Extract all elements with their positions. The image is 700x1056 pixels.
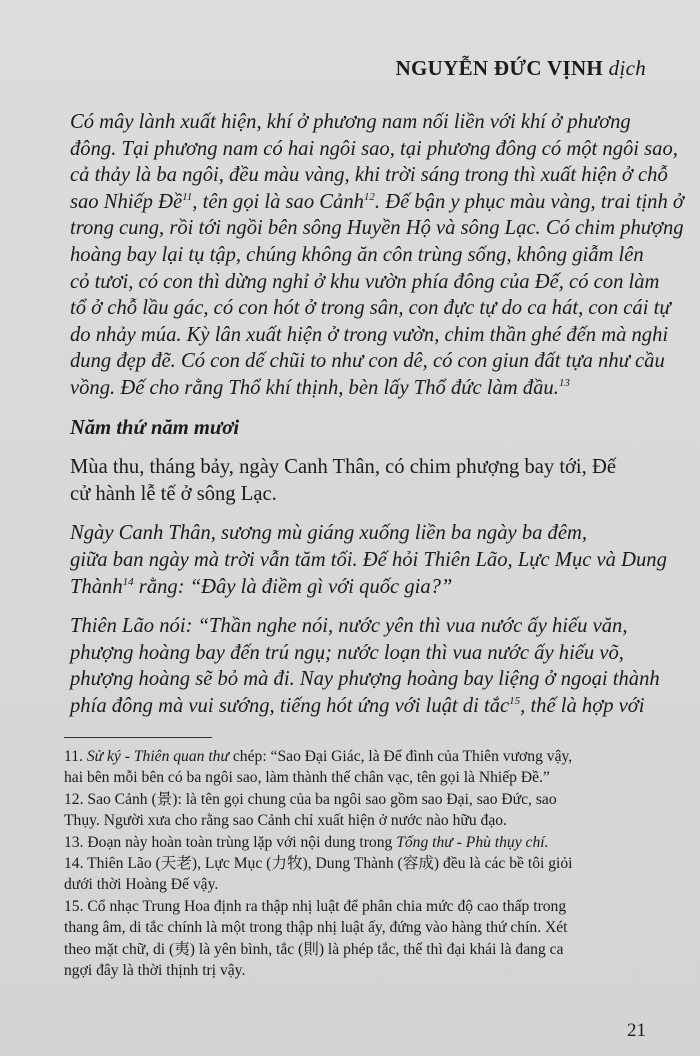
text-run: Mùa thu, tháng bảy, ngày Canh Thân, có chim phượng bay tới, Đế xyxy=(70,456,616,479)
text-run: Thiên Lão nói: “Thần nghe nói, nước yên thì vua nước ấy hiếu văn, xyxy=(70,615,628,638)
footnote-separator xyxy=(64,737,212,738)
text-run: do nhảy múa. Kỳ lân xuất hiện ở trong vườn, chim thần ghé đến mà nghi xyxy=(70,323,669,346)
text-line xyxy=(70,322,669,349)
text-run: vồng. Đế cho rằng Thổ khí thịnh, bèn lấy Thổ đức làm đầu. xyxy=(70,376,559,399)
footnote-ref: 11 xyxy=(182,190,193,203)
text-run: Năm thứ năm mươi xyxy=(70,416,240,439)
text-run: chép: “Sao Đại Giác, là Đế đình của Thiên vương vậy, xyxy=(228,748,573,765)
text-run: , tên gọi là sao Cảnh xyxy=(192,190,364,213)
paragraph xyxy=(70,520,667,600)
translator-role: dịch xyxy=(608,56,646,80)
text-run: 11. xyxy=(64,748,87,765)
text-run: dung đẹp đẽ. Có con dế chũi to như con dê, có con giun đất tựa như cầu xyxy=(70,350,665,373)
text-run: sao Nhiếp Đề xyxy=(70,190,183,213)
paragraph xyxy=(70,109,684,402)
footnote xyxy=(64,832,654,853)
footnote-line xyxy=(64,960,654,981)
text-line xyxy=(70,415,640,442)
footnote-line xyxy=(64,896,654,917)
text-run: Ngày Canh Thân, sương mù giáng xuống liền ba ngày ba đêm, xyxy=(70,522,588,545)
footnote xyxy=(64,853,654,896)
footnote-line xyxy=(64,939,654,960)
text-line xyxy=(70,454,640,481)
running-header xyxy=(396,56,646,81)
text-run: dưới thời Hoàng Đế vậy. xyxy=(64,876,219,894)
paragraph xyxy=(70,613,660,719)
text-line xyxy=(70,666,660,693)
footnote-line xyxy=(64,767,654,788)
footnote-line xyxy=(64,789,654,810)
text-run: phượng hoàng bay đến trú ngụ; nước loạn thì vua nước ấy hiếu võ, xyxy=(70,641,624,664)
text-run: hoàng bay lại tụ tập, chúng không ăn côn trùng sống, không giẫm lên xyxy=(70,243,644,266)
footnote-ref: 13 xyxy=(558,377,570,390)
text-line xyxy=(70,613,640,640)
text-line xyxy=(70,215,684,242)
footnotes xyxy=(64,746,654,981)
text-run: phượng hoàng sẽ bỏ mà đi. Nay phượng hoàng bay liệng ở ngoại thành xyxy=(70,668,660,691)
main-text xyxy=(70,109,684,732)
text-run: 15. Cổ nhạc Trung Hoa định ra thập nhị luật để phân chia mức độ cao thấp trong xyxy=(64,897,567,915)
text-run: , thế là hợp với xyxy=(520,694,645,717)
text-line xyxy=(70,693,645,720)
text-line xyxy=(70,348,665,375)
text-run: phía đông mà vui sướng, tiếng hót ứng với luật di tắc xyxy=(70,694,510,717)
text-run: ngợi đây là thời thịnh trị vậy. xyxy=(64,962,246,980)
text-line xyxy=(70,109,640,136)
text-run: tổ ở chỗ lầu gác, có con hót ở trong sân, con đực tự do ca hát, con cái tự xyxy=(70,297,671,320)
footnote-line xyxy=(64,832,654,853)
text-line xyxy=(70,547,667,574)
text-run: 12. Sao Cảnh (景): là tên gọi chung của ba ngôi sao gồm sao Đại, sao Đức, sao xyxy=(64,790,557,808)
footnote xyxy=(64,789,654,832)
text-line xyxy=(70,136,678,163)
text-run: 14. Thiên Lão (天老), Lực Mục (力牧), Dung Thành (容成) đều là các bề tôi giỏi xyxy=(64,855,573,873)
footnote-line xyxy=(64,874,654,895)
text-run: cử hành lễ tế ở sông Lạc. xyxy=(70,482,277,505)
text-run: giữa ban ngày mà trời vẫn tăm tối. Đế hỏi Thiên Lão, Lực Mục và Dung xyxy=(70,548,667,571)
footnote-ref: 12 xyxy=(363,190,375,203)
translator-name: NGUYỄN ĐỨC VỊNH xyxy=(395,56,604,80)
text-run: cả thảy là ba ngôi, đều màu vàng, khi trời sáng trong thì xuất hiện ở chỗ xyxy=(70,164,668,187)
italic-title: Sử ký - Thiên quan thư xyxy=(86,748,229,765)
footnote xyxy=(64,896,654,982)
text-line xyxy=(70,242,644,269)
text-line xyxy=(70,295,671,322)
footnote xyxy=(64,746,654,789)
text-run: thang âm, di tắc chính là một trong thập nhị luật ấy, đứng vào hàng thứ chín. Xét xyxy=(64,919,568,937)
text-run: theo mặt chữ, di (夷) là yên bình, tắc (則) là phép tắc, thế thì đại khái là đang ca xyxy=(64,940,564,958)
text-line xyxy=(70,481,640,508)
text-line xyxy=(70,162,668,189)
section-heading xyxy=(70,415,640,442)
text-run: . Đế bận y phục màu vàng, trai tịnh ở xyxy=(374,190,684,213)
text-run: trong cung, rồi tới ngồi bên sông Huyền Hộ và sông Lạc. Có chim phượng xyxy=(70,217,684,240)
text-run: cỏ tươi, có con thì dừng nghỉ ở khu vườn phía đông của Đế, có con làm xyxy=(70,270,660,293)
paragraph xyxy=(70,454,640,507)
text-line xyxy=(70,574,640,601)
footnote-line xyxy=(64,917,654,938)
text-line xyxy=(70,269,660,296)
footnote-line xyxy=(64,746,654,767)
footnote-ref: 15 xyxy=(509,695,521,708)
footnote-line xyxy=(64,853,654,874)
text-run: hai bên mỗi bên có ba ngôi sao, làm thành thế chân vạc, tên gọi là Nhiếp Đề.” xyxy=(64,769,550,787)
footnote-ref: 14 xyxy=(122,575,134,588)
page-number: 21 xyxy=(627,1020,646,1041)
text-run: 13. Đoạn này hoàn toàn trùng lặp với nội dung trong xyxy=(64,833,397,851)
footnote-line xyxy=(64,810,654,831)
text-run: rằng: “Đây là điềm gì với quốc gia?” xyxy=(133,575,453,598)
italic-title: Tống thư - Phù thụy chí. xyxy=(396,833,549,851)
text-run: Thành xyxy=(70,575,123,598)
text-line xyxy=(70,640,640,667)
text-line xyxy=(70,520,640,547)
text-line xyxy=(70,375,640,402)
text-line xyxy=(70,189,684,216)
text-run: Thụy. Người xưa cho rằng sao Cảnh chỉ xuất hiện ở nước nào hữu đạo. xyxy=(64,812,507,830)
text-run: đông. Tại phương nam có hai ngôi sao, tại phương đông có một ngôi sao, xyxy=(70,137,678,160)
text-run: Có mây lành xuất hiện, khí ở phương nam nối liền với khí ở phương xyxy=(70,111,631,133)
